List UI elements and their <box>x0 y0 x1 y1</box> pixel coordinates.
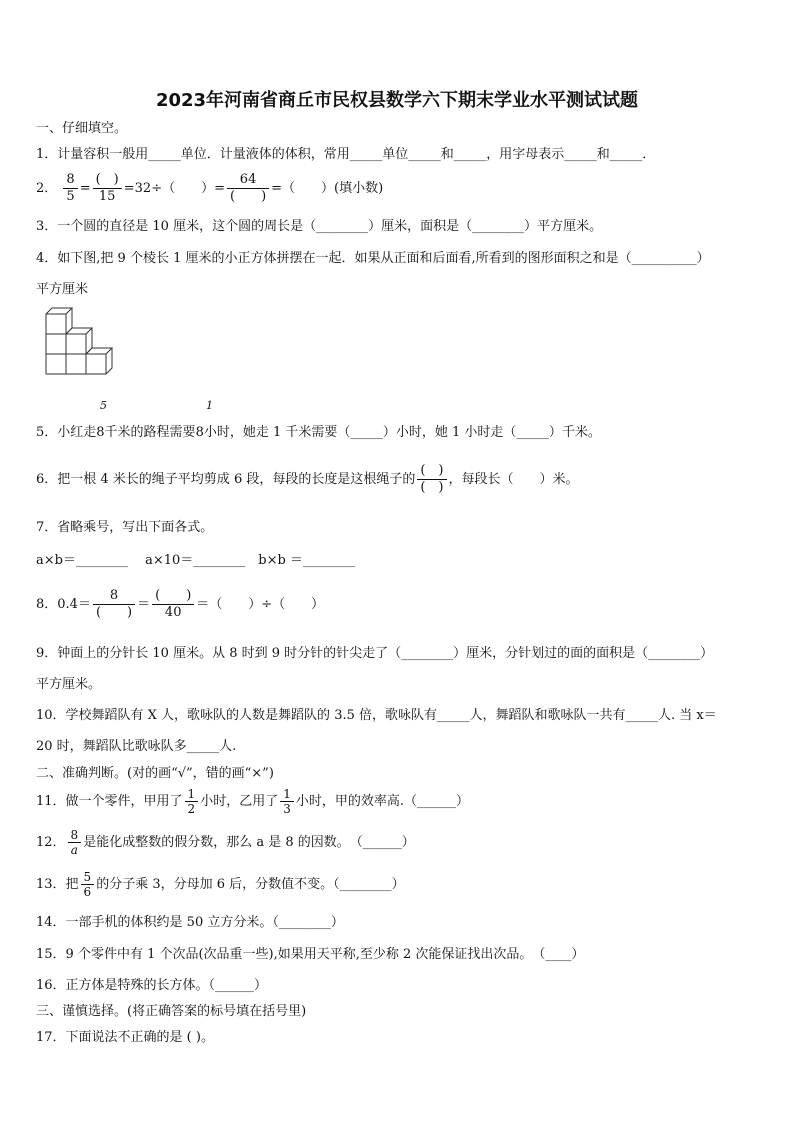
q2-fraction-3 <box>227 172 269 205</box>
q2-f1-den: 5 <box>66 189 75 204</box>
q8-fraction-2 <box>152 588 194 621</box>
question-4-line-2: 平方厘米 <box>36 282 89 297</box>
q5-mid1: 8千米的路程需要 <box>96 425 196 440</box>
q2-fraction-1 <box>63 172 77 205</box>
q2-f3-num: 64 <box>227 172 269 189</box>
question-14: 14．一部手机的体积约是 50 立方分米。（________） <box>36 915 344 930</box>
q8-fraction-1 <box>93 588 135 621</box>
q13-fraction <box>81 870 95 899</box>
q8-suffix: ＝（ ）÷（ ） <box>196 597 325 612</box>
q6-suffix: ，每段长（ ）米。 <box>448 472 579 487</box>
section-heading-choice: 三、谨慎选择。(将正确答案的标号填在括号里) <box>36 1004 307 1019</box>
q6-prefix: 6．把一根 4 米长的绳子平均剪成 6 段，每段的长度是这根绳子的 <box>36 472 416 487</box>
q12-num: 8 <box>68 828 82 843</box>
q11-f2-den: 3 <box>283 802 291 816</box>
q2-mid: =32÷（ ）= <box>123 181 225 196</box>
q8-f2-den: 40 <box>164 605 182 620</box>
question-2 <box>36 172 383 205</box>
q11-f2-num: 1 <box>280 787 294 802</box>
q6-fraction <box>417 463 446 496</box>
question-4-line-1: 4．如下图,把 9 个棱长 1 厘米的小正方体拼摆在一起．如果从正面和后面看,所看到的图形面积之和是（__________） <box>36 251 710 266</box>
section-heading-judge: 二、准确判断。(对的画“√”，错的画“×”) <box>36 766 274 781</box>
q11-mid: 小时，乙用了 <box>200 794 279 809</box>
q13-suffix: 的分子乘 3，分母加 6 后，分数值不变。（________） <box>96 877 405 892</box>
q12-fraction <box>68 828 82 857</box>
q5-mid2: 8小时，她走 1 千米需要（_____）小时，她 1 小时走（_____）千米。 <box>195 425 601 440</box>
question-15: 15．9 个零件中有 1 个次品(次品重一些),如果用天平称,至少称 2 次能保证找出次品。 （____） <box>36 947 585 962</box>
question-6 <box>36 463 579 496</box>
cube-stack-figure <box>40 306 114 380</box>
question-10-line-1: 10．学校舞蹈队有 X 人，歌咏队的人数是舞蹈队的 3.5 倍，歌咏队有_____人，舞蹈队和歌咏队一共有_____人. 当 x＝ <box>36 708 717 723</box>
question-9-line-2: 平方厘米。 <box>36 677 102 692</box>
q8-eq: ＝ <box>137 597 151 612</box>
question-11 <box>36 787 469 816</box>
q5-sup-1: 1 <box>206 399 213 412</box>
q13-num: 5 <box>81 870 95 885</box>
q2-prefix: 2． <box>36 181 58 196</box>
q11-f1-den: 2 <box>187 802 196 816</box>
q2-f2-den: 15 <box>98 189 116 204</box>
question-12 <box>36 828 415 857</box>
page-title: 2023年河南省商丘市民权县数学六下期末学业水平测试试题 <box>155 90 639 111</box>
q6-den: ( ) <box>420 480 444 495</box>
q11-fraction-1 <box>185 787 199 816</box>
q8-f1-num: 8 <box>93 588 135 605</box>
q8-f2-num: ( ) <box>152 588 194 605</box>
q11-prefix: 11．做一个零件，甲用了 <box>36 794 183 809</box>
question-16: 16．正方体是特殊的长方体。（______） <box>36 978 268 993</box>
q11-f1-num: 1 <box>185 787 199 802</box>
q5-sup-5: 5 <box>100 399 107 412</box>
question-5 <box>36 424 601 442</box>
q2-fraction-2 <box>93 172 122 205</box>
section-heading-fill: 一、仔细填空。 <box>36 121 128 136</box>
q8-f1-den: ( ) <box>95 605 133 620</box>
q8-prefix: 8．0.4＝ <box>36 597 91 612</box>
question-7-items: a×b＝________ a×10＝________ b×b ＝________ <box>36 553 355 568</box>
question-3: 3．一个圆的直径是 10 厘米，这个圆的周长是（________）厘米，面积是（________）平方厘米。 <box>36 219 603 234</box>
question-7: 7．省略乘号，写出下面各式。 <box>36 520 214 535</box>
question-8 <box>36 588 324 621</box>
q6-num: ( ) <box>417 463 446 480</box>
q13-den: 6 <box>83 885 92 899</box>
question-13 <box>36 870 405 899</box>
question-17: 17．下面说法不正确的是 ( )。 <box>36 1030 214 1045</box>
q12-suffix: 是能化成整数的假分数，那么 a 是 8 的因数。 （______） <box>83 835 415 850</box>
q13-prefix: 13．把 <box>36 877 79 892</box>
q2-suffix: =（ ）(填小数) <box>271 181 384 196</box>
q2-f1-num: 8 <box>63 172 77 189</box>
q2-f3-den: ( ) <box>230 189 267 204</box>
question-1: 1．计量容积一般用_____单位．计量液体的体积，常用_____单位_____和_____，用字母表示_____和_____． <box>36 147 656 162</box>
q5-prefix: 5．小红走 <box>36 425 97 440</box>
question-10-line-2: 20 时，舞蹈队比歌咏队多_____人. <box>36 739 237 754</box>
q12-den: a <box>70 843 78 857</box>
q2-f2-num: ( ) <box>93 172 122 189</box>
q11-suffix: 小时，甲的效率高.（______） <box>295 794 469 809</box>
q12-prefix: 12． <box>36 835 66 850</box>
q2-eq1: = <box>79 181 91 196</box>
question-9-line-1: 9．钟面上的分针长 10 厘米。从 8 时到 9 时分针的针尖走了（________）厘米，分针划过的面的面积是（________） <box>36 646 714 661</box>
q11-fraction-2 <box>280 787 294 816</box>
